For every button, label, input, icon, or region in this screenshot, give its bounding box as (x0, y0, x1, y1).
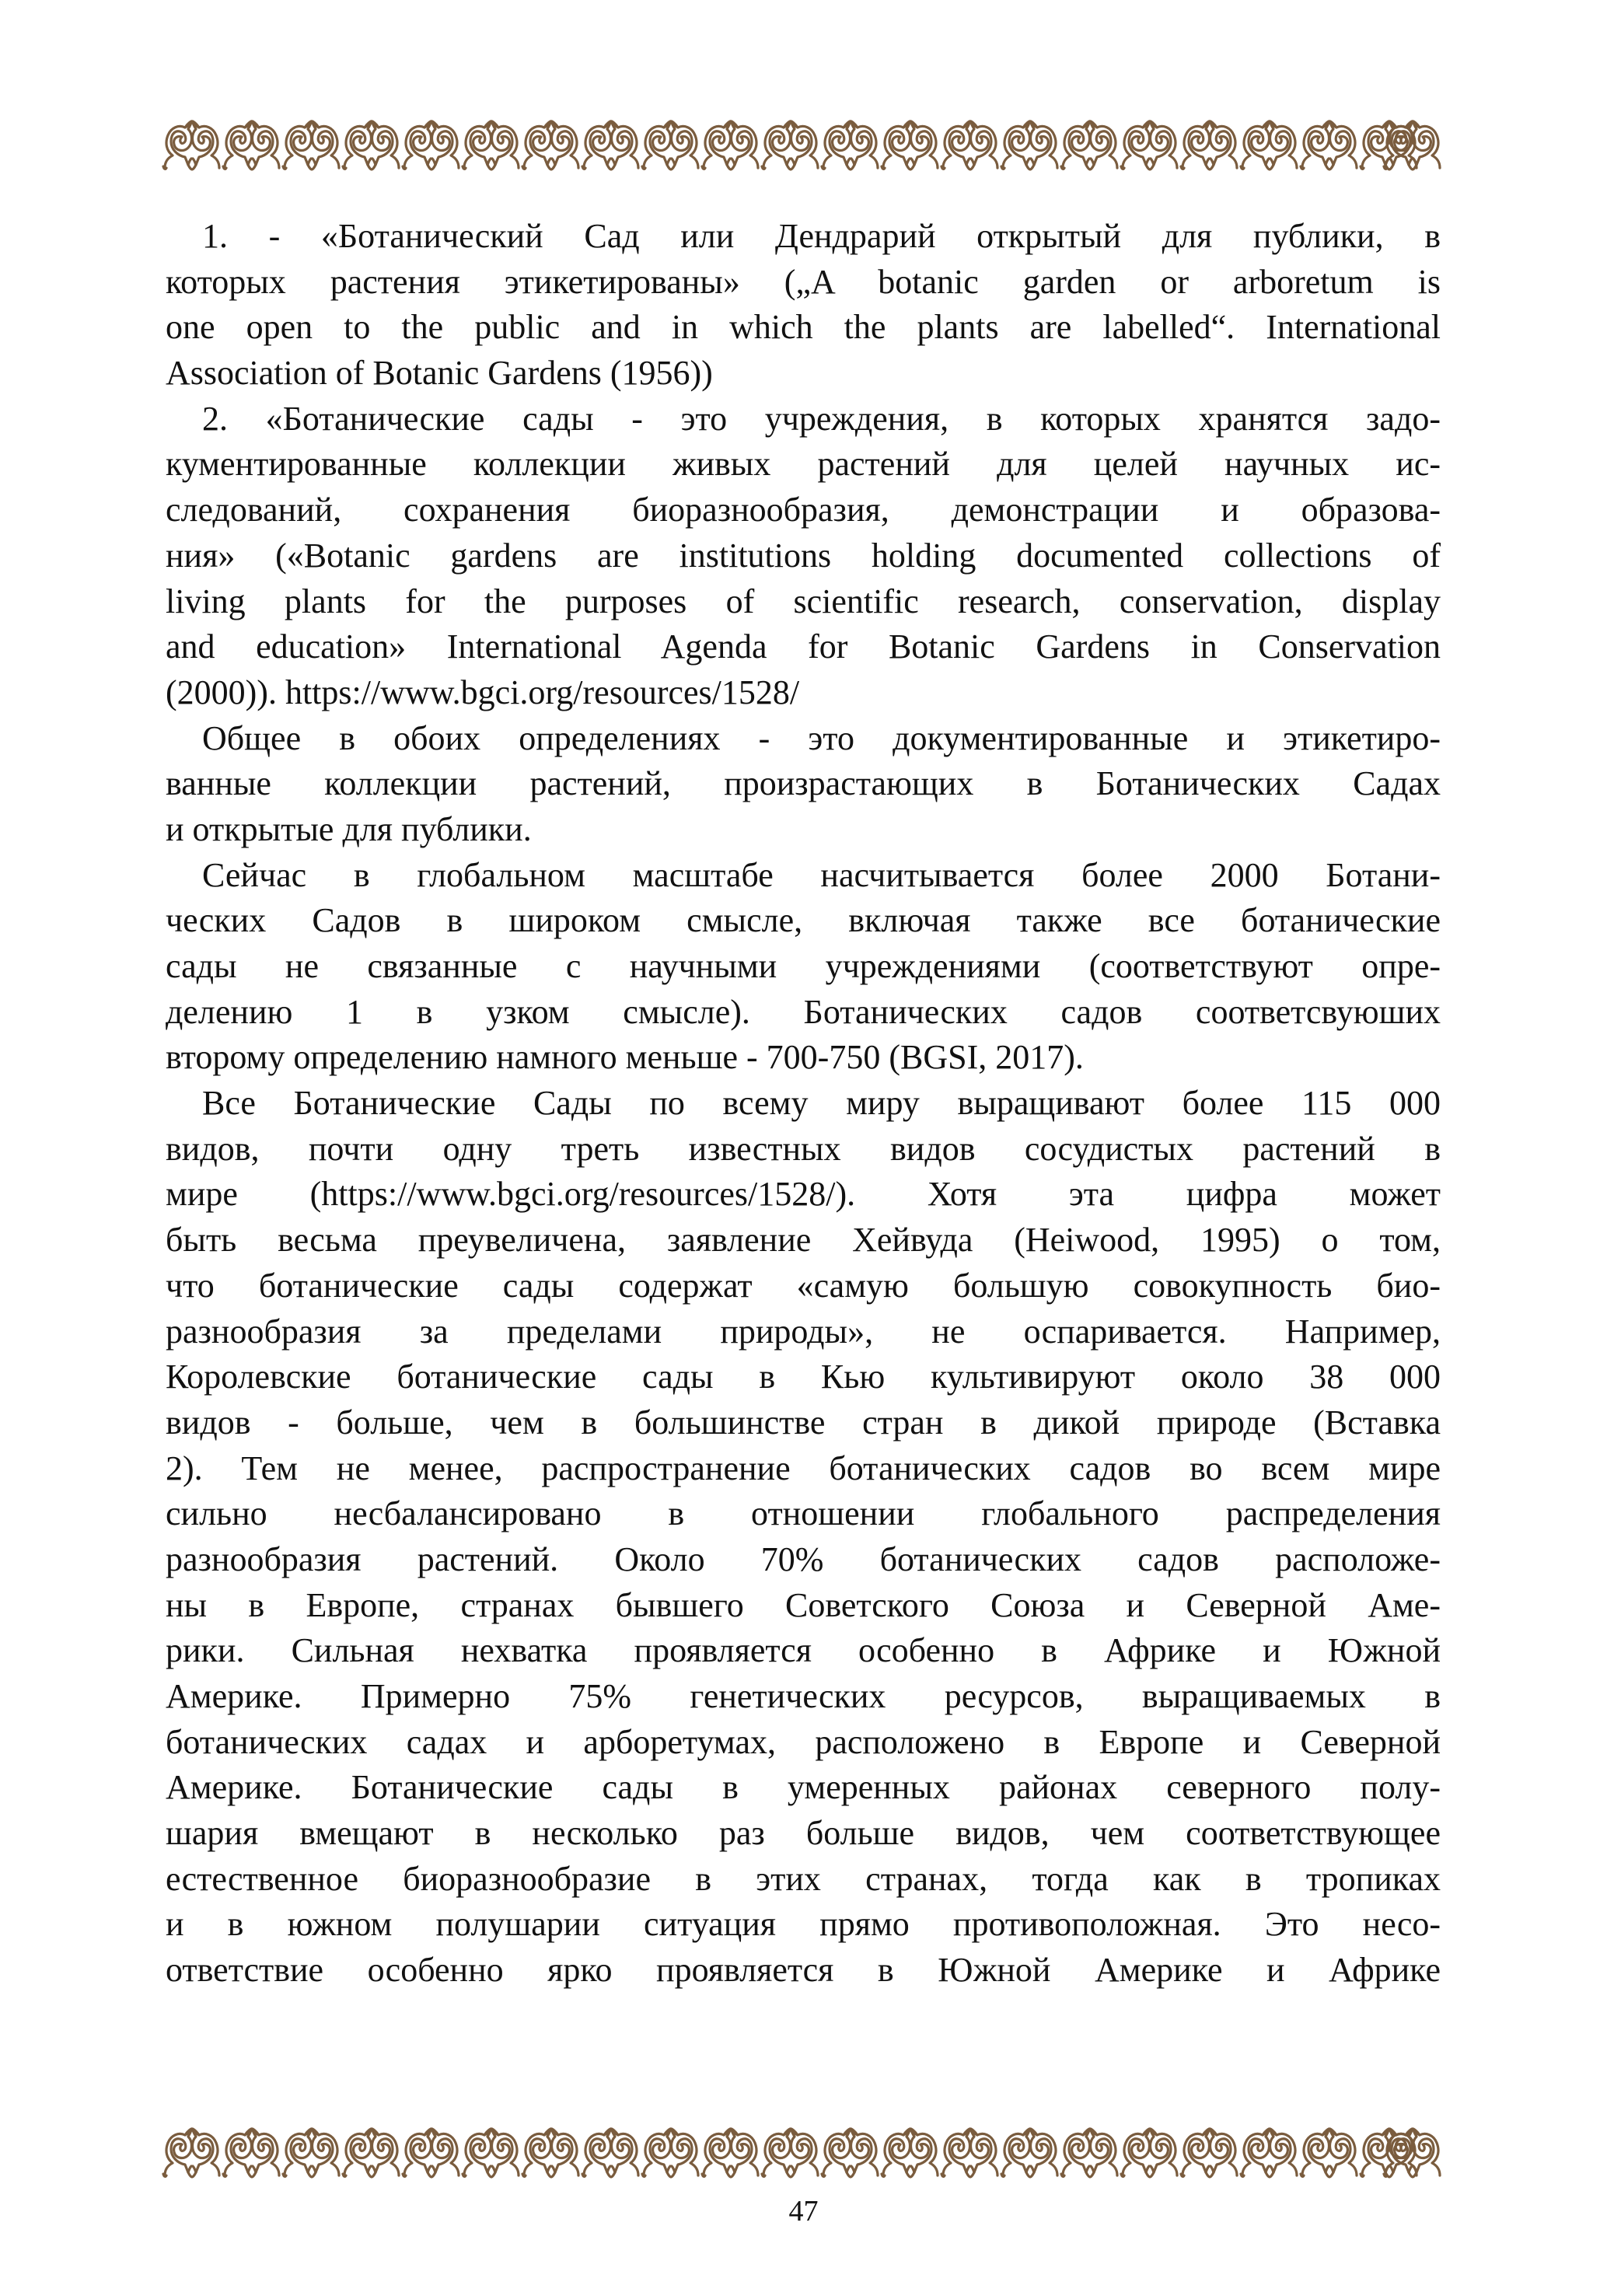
text-line: второму определению намного меньше - 700-750 (BGSI, 2017). (166, 1038, 1084, 1077)
text-line: делению 1 в узком смысле). Ботанических садов соответсвуюших (166, 992, 1441, 1031)
text-line: что ботанические сады содержат «самую большую совокупность био- (166, 1266, 1441, 1305)
text-line: Америке. Ботанические сады в умеренных районах северного полу- (166, 1768, 1441, 1807)
text-line: видов, почти одну треть известных видов сосудистых растений в (166, 1129, 1441, 1168)
text-line: Association of Botanic Gardens (1956)) (166, 354, 713, 393)
text-line: ванные коллекции растений, произрастающих в Ботанических Садах (166, 764, 1441, 803)
text-line: следований, сохранения биоразнообразия, демонстрации и образова- (166, 491, 1441, 529)
text-line: Америке. Примерно 75% генетических ресурсов, выращиваемых в (166, 1677, 1441, 1715)
scroll-ornament-icon (162, 2127, 1443, 2179)
text-line: Общее в обоих определениях - это документированные и этикетиро- (202, 718, 1441, 757)
text-line: рики. Сильная нехватка проявляется особенно в Африке и Южной (166, 1631, 1441, 1670)
text-line: 2). Тем не менее, распространение ботанических садов во всем мире (166, 1449, 1441, 1487)
paragraph-definition-2 (166, 397, 1441, 716)
text-line: разнообразия за пределами природы», не оспаривается. Например, (166, 1312, 1441, 1351)
text-line-with-url: мире (https://www.bgci.org/resources/1528/). Хотя эта цифра может (166, 1175, 1441, 1214)
page-number: 47 (788, 2195, 819, 2228)
text-line: сады не связанные с научными учреждениями (соответствуют опре- (166, 947, 1441, 985)
text-line: которых растения этикетированы» („A botanic garden or arboretum is (166, 262, 1441, 301)
text-line: кументированные коллекции живых растений для целей научных ис- (166, 445, 1441, 484)
top-ornament-border (162, 120, 1443, 171)
text-line: ответствие особенно ярко проявляется в Южной Америке и Африке (166, 1951, 1441, 1990)
text-line: разнообразия растений. Около 70% ботанических садов расположе- (166, 1539, 1441, 1578)
text-line: быть весьма преувеличена, заявление Хейвуда (Heiwood, 1995) о том, (166, 1221, 1441, 1260)
text-line: Сейчас в глобальном масштабе насчитывается более 2000 Ботани- (202, 855, 1441, 894)
text-line: и открытые для публики. (166, 809, 532, 848)
paragraph-species-distribution (166, 1081, 1441, 1994)
scroll-ornament-icon (162, 120, 1443, 171)
text-line: ботанических садах и арборетумах, расположено в Европе и Северной (166, 1722, 1441, 1761)
text-line: and education» International Agenda for Botanic Gardens in Conservation (166, 627, 1441, 666)
text-line: и в южном полушарии ситуация прямо противоположная. Это несо- (166, 1905, 1441, 1944)
text-line: 1. - «Ботанический Сад или Дендрарий открытый для публики, в (202, 217, 1441, 255)
text-line: living plants for the purposes of scientific research, conservation, display (166, 582, 1441, 620)
text-line: видов - больше, чем в большинстве стран в дикой природе (Вставка (166, 1403, 1441, 1442)
text-line: 2. «Ботанические сады - это учреждения, в которых хранятся задо- (202, 399, 1441, 438)
text-line-with-url: (2000)). https://www.bgci.org/resources/1528/ (166, 673, 800, 711)
text-line: естественное биоразнообразие в этих странах, тогда как в тропиках (166, 1859, 1441, 1898)
text-line: ны в Европе, странах бывшего Советского Союза и Северной Аме- (166, 1585, 1441, 1624)
body-text (166, 214, 1441, 1994)
text-line: шария вмещают в несколько раз больше видов, чем соответствующее (166, 1814, 1441, 1853)
text-line: Королевские ботанические сады в Кью культивируют около 38 000 (166, 1358, 1441, 1396)
text-line: ческих Садов в широком смысле, включая также все ботанические (166, 901, 1441, 940)
paragraph-global-count (166, 853, 1441, 1081)
bottom-ornament-border (162, 2127, 1443, 2179)
text-line: Все Ботанические Сады по всему миру выращивают более 115 000 (202, 1084, 1441, 1123)
text-line: one open to the public and in which the plants are labelled“. International (166, 308, 1441, 347)
paragraph-definition-1 (166, 214, 1441, 397)
text-line: ния» («Botanic gardens are institutions holding documented collections of (166, 536, 1441, 575)
text-line: сильно несбалансировано в отношении глобального распределения (166, 1494, 1441, 1533)
paragraph-common-ground (166, 716, 1441, 853)
